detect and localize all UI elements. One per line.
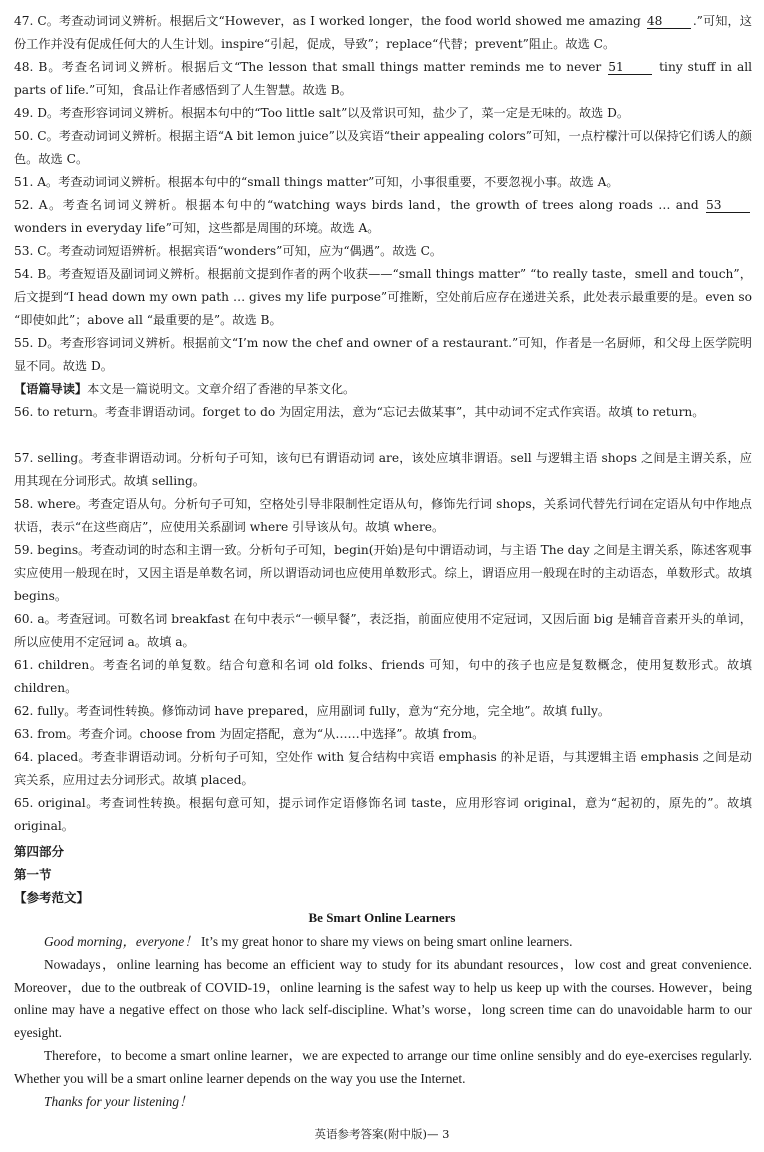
essay-title: Be Smart Online Learners xyxy=(308,910,456,925)
answer-text: 48. B。考查名词词义辨析。根据后文“The lesson that small things matter reminds me to never xyxy=(14,60,602,74)
answer-51: 51. A。考查动词词义辨析。根据本句中的“small things matter”可知，小事很重要，不要忽视小事。故选 A。 xyxy=(14,175,619,189)
essay-intro: It’s my great honor to share my views on being smart online learners. xyxy=(197,934,573,949)
answer-48 xyxy=(14,56,752,102)
section-part-heading: 第四部分 xyxy=(14,844,65,859)
blank-number: 48 xyxy=(647,14,691,29)
guide-label: 【语篇导读】 xyxy=(14,382,88,396)
answer-text: 52. A。考查名词词义辨析。根据本句中的“watching ways birds land，the growth of trees along roads … and xyxy=(14,198,699,212)
answer-text: .”可知，这份工作并没有促成任何大的人生计划。inspire“引起，促成，导致”；replace“代替；prevent”阻止。故选 C。 xyxy=(14,14,752,51)
answer-47 xyxy=(14,10,752,56)
answer-56: 56. to return。考查非谓语动词。forget to do 为固定用法，意为“忘记去做某事”，其中动词不定式作宾语。故填 to return。 xyxy=(14,405,705,419)
section-sub-heading: 第一节 xyxy=(14,867,52,882)
answer-55: 55. D。考查形容词词义辨析。根据前文“I’m now the chef and owner of a restaurant.”可知，作者是一名厨师，和父母上医学院明显不同。故选 D。 xyxy=(14,336,752,373)
answer-text: wonders in everyday life”可知，这些都是周围的环境。故选 A。 xyxy=(14,220,380,235)
answer-text: tiny stuff in all parts of life.”可知，食品让作者感悟到了人生智慧。故选 B。 xyxy=(14,60,753,97)
blank-number: 51 xyxy=(608,60,652,75)
answer-54: 54. B。考查短语及副词词义辨析。根据前文提到作者的两个收获——“small things matter” “to really taste，smell and touch”，后文提到“I head down my own path … gives my life purpose”可推断，空处前后应存在递进关系，此处表示最重要的是。even so “即使如此”；above all “最重要的是”。故选 B。 xyxy=(14,267,752,327)
essay-closing: Thanks for your listening！ xyxy=(44,1093,193,1109)
answer-49: 49. D。考查形容词词义辨析。根据本句中的“Too little salt”以及常识可知，盐少了，菜一定是无味的。故选 D。 xyxy=(14,106,630,120)
page-footer: 英语参考答案(附中版)— 3 xyxy=(314,1127,450,1141)
answer-59: 59. begins。考查动词的时态和主谓一致。分析句子可知，begin(开始)是句中谓语动词，与主语 The day 之间是主谓关系，陈述客观事实应使用一般现在时，又因主语是单数名词，所以谓语动词也应使用单数形式。综上，谓语应用一般现在时的主动语态，单数形式。故填 begins。 xyxy=(14,543,752,603)
guide-text: 本文是一篇说明文。文章介绍了香港的早茶文化。 xyxy=(87,382,356,396)
answer-65: 65. original。考查词性转换。根据句意可知，提示词作定语修饰名词 taste，应用形容词 original，意为“起初的，原先的”。故填 original。 xyxy=(14,796,752,833)
answer-text: 47. C。考查动词词义辨析。根据后文“However，as I worked longer，the food world showed me amazing xyxy=(14,14,641,28)
answer-52 xyxy=(14,194,752,240)
answer-63: 63. from。考查介词。choose from 为固定搭配，意为“从……中选择”。故填 from。 xyxy=(14,727,485,741)
blank-number: 53 xyxy=(706,198,750,213)
essay-paragraph-1 xyxy=(14,931,752,954)
answer-62: 62. fully。考查词性转换。修饰动词 have prepared，应用副词 fully，意为“充分地，完全地”。故填 fully。 xyxy=(14,704,611,718)
passage-guide xyxy=(14,378,752,401)
answer-58: 58. where。考查定语从句。分析句子可知，空格处引导非限制性定语从句，修饰先行词 shops，关系词代替先行词在定语从句中作地点状语，表示“在这些商店”，应使用关系副词 where 引导该从句。故填 where。 xyxy=(14,497,752,534)
answer-53: 53. C。考查动词短语辨析。根据宾语“wonders”可知，应为“偶遇”。故选 C。 xyxy=(14,244,443,258)
model-essay-label: 【参考范文】 xyxy=(14,890,90,905)
answer-60: 60. a。考查冠词。可数名词 breakfast 在句中表示“一顿早餐”，表泛指，前面应使用不定冠词，又因后面 big 是辅音音素开头的单词，所以应使用不定冠词 a。故填 a。 xyxy=(14,612,752,649)
answer-50: 50. C。考查动词词义辨析。根据主语“A bit lemon juice”以及宾语“their appealing colors”可知，一点柠檬汁可以保持它们诱人的颜色。故选 C。 xyxy=(14,129,752,166)
essay-greeting: Good morning，everyone！ xyxy=(44,934,198,949)
essay-paragraph-3: Therefore，to become a smart online learner，we are expected to arrange our time online sensibly and do eye-exercises regularly. Whether you will be a smart online learner depends on the way you use the Internet. xyxy=(14,1047,752,1086)
essay-body xyxy=(14,931,752,1113)
answer-57: 57. selling。考查非谓语动词。分析句子可知，该句已有谓语动词 are，该处应填非谓语。sell 与逻辑主语 shops 之间是主谓关系，应用其现在分词形式。故填 selling。 xyxy=(14,451,752,488)
answer-61: 61. children。考查名词的单复数。结合句意和名词 old folks、friends 可知，句中的孩子也应是复数概念，使用复数形式。故填 children。 xyxy=(14,658,752,695)
answer-64: 64. placed。考查非谓语动词。分析句子可知，空处作 with 复合结构中宾语 emphasis 的补足语，与其逻辑主语 emphasis 之间是动宾关系，应用过去分词形式。故填 placed。 xyxy=(14,750,752,787)
essay-paragraph-2: Nowadays，online learning has become an efficient way to study for its abundant resources，low cost and great convenience. Moreover，due to the outbreak of COVID-19，online learning is the safest way to help us keep up with the courses. However，being online may have a negative effect on those who lack self-discipline. What’s worse，long screen time can do unavoidable harm to our eyesight. xyxy=(14,956,752,1041)
